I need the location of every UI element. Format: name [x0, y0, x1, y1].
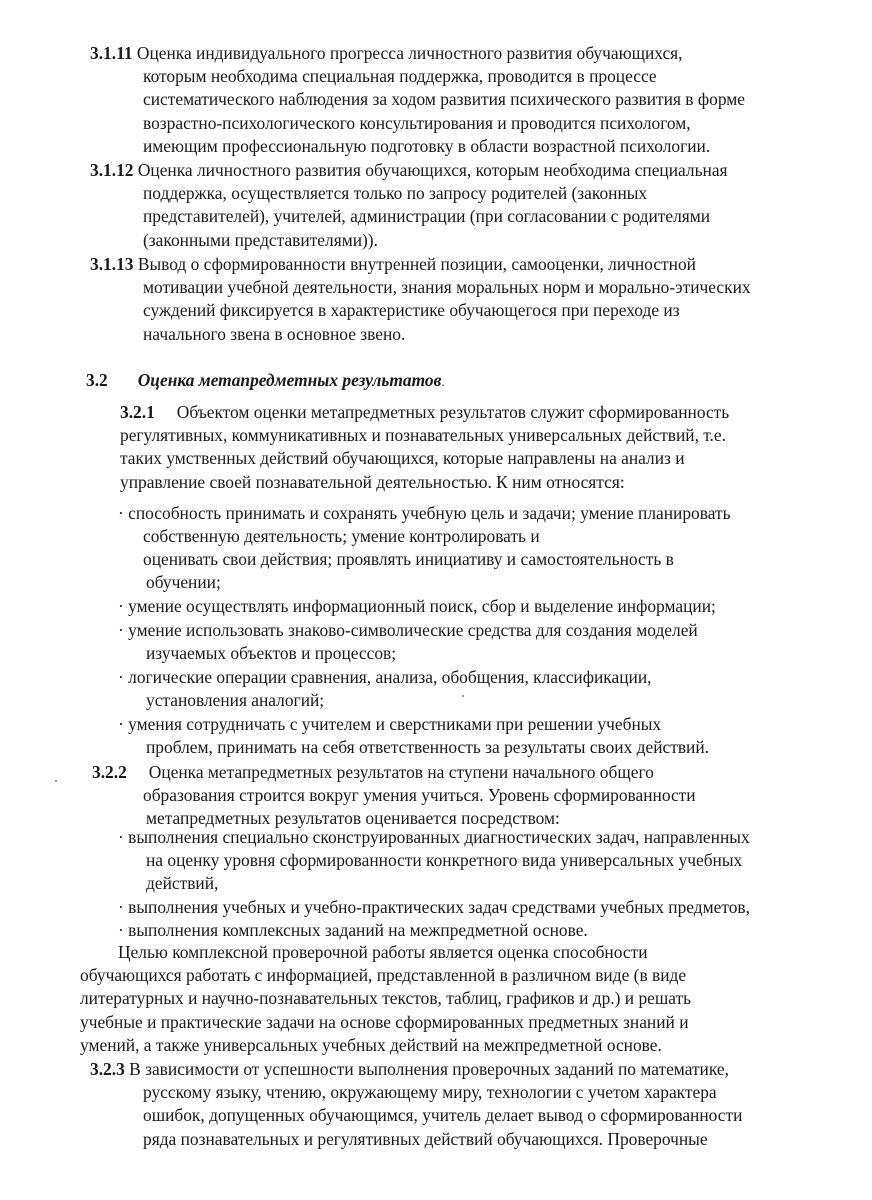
section-3-2-2	[92, 761, 654, 784]
list-item: · умение осуществлять информационный поиск, сбор и выделение информации;	[118, 596, 716, 616]
text-line: Оценка личностного развития обучающихся, которым необходима специальная	[137, 160, 728, 180]
text-line: умений, а также универсальных учебных действий на межпредметной основе.	[80, 1035, 662, 1056]
section-number: 3.2.1	[120, 402, 155, 422]
section-number: 3.2.3	[90, 1059, 125, 1079]
text-line: Объектом оценки метапредметных результатов служит сформированность	[176, 402, 730, 422]
text-line: ошибок, допущенных обучающимся, учитель делает вывод о сформированности	[143, 1105, 743, 1126]
bullet-list-2-cont	[146, 849, 742, 896]
bullet-list-1-item	[118, 666, 651, 689]
text-line: возрастно-психологического консультирования и проводится психологом,	[143, 112, 691, 133]
section-number: 3.2	[86, 370, 108, 390]
bullet-list-1-cont	[146, 642, 396, 665]
list-item: · выполнения комплексных заданий на межпредметной основе.	[118, 920, 588, 941]
section-3-2-heading	[86, 369, 445, 393]
text-line: поддержка, осуществляется только по запросу родителей (законных	[143, 183, 648, 203]
bullet-list-2-item	[118, 896, 750, 943]
section-3-1-11-body	[143, 65, 835, 159]
section-3-1-13-body	[143, 276, 751, 346]
text-line: мотивации учебной деятельности, знания моральных норм и морально-этических	[143, 277, 751, 297]
section-3-1-11	[90, 42, 683, 65]
text-line: (законными представителями)).	[143, 229, 378, 250]
text-line: управление своей познавательной деятельностью. К ним относятся:	[120, 471, 625, 492]
list-item-cont: проблем, принимать на себя ответственность за результаты своих действий.	[146, 737, 710, 757]
section-3-2-2-body	[143, 784, 696, 831]
paragraph-body	[80, 964, 691, 1058]
text-line: таких умственных действий обучающихся, которые направлены на анализ и	[120, 448, 685, 469]
text-line: метапредметных результатов оценивается посредством:	[146, 808, 560, 829]
list-item: · логические операции сравнения, анализа, обобщения, классификации,	[118, 667, 652, 687]
text-line: регулятивных, коммуникативных и познавательных универсальных действий, т.е.	[120, 425, 726, 445]
list-item: · умение использовать знаково-символические средства для создания моделей	[118, 620, 698, 640]
bullet-list-1-item	[118, 713, 661, 736]
list-item: · способность принимать и сохранять учебную цель и задачи; умение планировать	[118, 503, 731, 523]
text-line: которым необходима специальная поддержка, проводится в процессе	[143, 66, 657, 86]
section-3-2-1	[120, 401, 729, 424]
section-3-1-12-body	[143, 182, 710, 252]
section-number: 3.1.13	[90, 254, 134, 274]
bullet-list-1-item	[118, 619, 698, 642]
list-item: · выполнения специально сконструированных диагностических задач, направленных	[118, 827, 750, 847]
section-3-2-3-body	[143, 1081, 742, 1151]
section-3-1-13	[90, 253, 696, 276]
bullet-list-1-cont	[146, 736, 709, 759]
bullet-list-1-cont	[143, 525, 540, 548]
list-item-cont: действий,	[146, 873, 219, 894]
bullet-list-1-item	[118, 595, 716, 618]
text-line: Оценка метапредметных результатов на ступени начального общего	[148, 762, 654, 782]
text-line: Вывод о сформированности внутренней позиции, самооценки, личностной	[137, 254, 696, 274]
section-3-2-1-body	[120, 424, 726, 494]
section-number: 3.1.12	[90, 160, 134, 180]
list-item: · умения сотрудничать с учителем и сверстниками при решении учебных	[118, 714, 662, 734]
list-item-cont: изучаемых объектов и процессов;	[146, 643, 397, 663]
list-item-cont: оценивать свои действия; проявлять инициативу и самостоятельность в	[143, 549, 674, 569]
title-period: .	[441, 374, 445, 389]
text-line: ряда познавательных и регулятивных действий обучающихся. Проверочные	[143, 1128, 708, 1149]
text-line: русскому языку, чтению, окружающему миру, технологии с учетом характера	[143, 1082, 717, 1102]
text-line: обучающихся работать с информацией, представленной в различном виде (в виде	[80, 965, 687, 985]
section-number: 3.1.11	[90, 43, 133, 63]
scan-speck	[55, 780, 57, 782]
text-line: образования строится вокруг умения учиться. Уровень сформированности	[143, 785, 696, 805]
list-item-cont: обучении;	[146, 572, 221, 592]
text-line: имеющим профессиональную подготовку в области возрастной психологии.	[143, 136, 711, 157]
bullet-list-1-cont	[143, 548, 674, 571]
text-line: представителей), учителей, администрации (при согласовании с родителями	[143, 206, 711, 227]
list-item-cont: установления аналогий;	[146, 690, 325, 710]
text-line: учебные и практические задачи на основе сформированных предметных знаний и	[80, 1011, 689, 1032]
section-number: 3.2.2	[92, 762, 127, 782]
section-title: Оценка метапредметных результатов	[137, 370, 442, 390]
bullet-list-1-cont	[146, 689, 324, 712]
bullet-list-1	[118, 502, 731, 525]
section-3-1-12	[90, 159, 728, 182]
list-item-cont: собственную деятельность; умение контролировать и	[143, 526, 540, 546]
text-line: Целью комплексной проверочной работы является оценка способности	[118, 942, 648, 962]
text-line: суждений фиксируется в характеристике обучающегося при переходе из	[143, 300, 680, 321]
bullet-list-1-cont	[146, 571, 221, 594]
paragraph-first-line	[118, 941, 648, 964]
text-line: В зависимости от успешности выполнения проверочных заданий по математике,	[129, 1059, 729, 1079]
text-line: систематического наблюдения за ходом развития психического развития в форме	[143, 89, 745, 110]
bullet-list-2	[118, 826, 750, 849]
text-line: литературных и научно-познавательных текстов, таблиц, графиков и др.) и решать	[80, 988, 692, 1009]
list-item-cont: на оценку уровня сформированности конкретного вида универсальных учебных	[146, 850, 743, 870]
list-item: · выполнения учебных и учебно-практических задач средствами учебных предметов,	[118, 897, 750, 917]
section-3-2-3	[90, 1058, 729, 1081]
scan-speck	[462, 695, 464, 697]
text-line: начального звена в основное звено.	[143, 323, 406, 344]
text-line: Оценка индивидуального прогресса личностного развития обучающихся,	[136, 43, 683, 63]
